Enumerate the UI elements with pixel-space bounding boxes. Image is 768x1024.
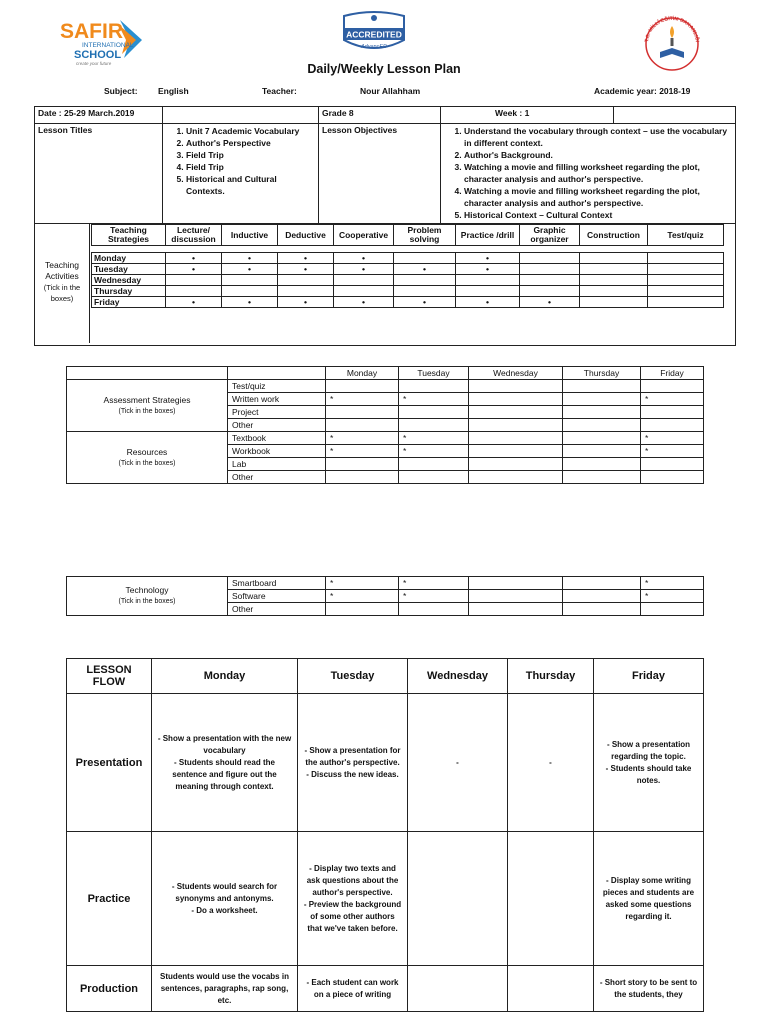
flow-cell: - Show a presentation for the author's perspective. - Discuss the new ideas.	[298, 694, 408, 832]
lesson-titles-label: Lesson Titles	[35, 124, 163, 224]
tick-cell[interactable]	[469, 577, 563, 590]
strategies-label: Teaching Strategies	[92, 225, 166, 246]
tick-cell[interactable]: •	[222, 297, 278, 308]
tick-cell[interactable]	[399, 380, 469, 393]
activities-label: Teaching Activities	[44, 260, 80, 282]
tick-cell[interactable]: •	[394, 264, 456, 275]
tick-cell[interactable]	[456, 275, 520, 286]
tick-cell[interactable]: •	[278, 253, 334, 264]
tick-cell[interactable]	[648, 253, 724, 264]
lesson-titles-cell	[163, 124, 319, 224]
row-label: Test/quiz	[228, 380, 326, 393]
lesson-objectives-list	[444, 125, 732, 221]
tick-cell[interactable]	[394, 275, 456, 286]
lesson-objectives-cell	[441, 124, 736, 224]
tick-cell[interactable]	[222, 275, 278, 286]
flow-cell: - Show a presentation with the new vocabulary - Students should read the sentence and figure out the meaning through context.	[152, 694, 298, 832]
objective-item: 5. Historical Context – Cultural Context	[464, 209, 732, 221]
strategy-row-wednesday	[92, 275, 724, 286]
document-title: Daily/Weekly Lesson Plan	[307, 62, 461, 76]
tick-cell[interactable]: *	[326, 445, 399, 458]
tick-cell[interactable]: •	[222, 264, 278, 275]
row-label: Other	[228, 603, 326, 616]
tick-cell[interactable]: *	[326, 432, 399, 445]
day-header: Friday	[641, 367, 704, 380]
flow-row-label: Presentation	[67, 694, 152, 832]
lesson-title-item: 2. Author's Perspective	[186, 137, 315, 149]
tick-cell[interactable]	[580, 297, 648, 308]
tick-cell[interactable]	[641, 380, 704, 393]
strategy-header: Graphic organizer	[520, 225, 580, 246]
tick-cell[interactable]	[469, 458, 563, 471]
tick-cell[interactable]: •	[166, 297, 222, 308]
tick-cell[interactable]	[399, 458, 469, 471]
tick-cell[interactable]	[580, 264, 648, 275]
row-label: Textbook	[228, 432, 326, 445]
tick-cell[interactable]	[469, 406, 563, 419]
flow-cell	[508, 966, 594, 1012]
tick-cell[interactable]	[399, 406, 469, 419]
flow-cell	[508, 832, 594, 966]
flow-cell: - Each student can work on a piece of writing	[298, 966, 408, 1012]
tick-cell[interactable]	[334, 286, 394, 297]
tick-cell[interactable]: •	[394, 297, 456, 308]
tick-cell[interactable]	[563, 393, 641, 406]
flow-day-header: Friday	[594, 659, 704, 694]
lesson-title-item: 5. Historical and Cultural Contexts.	[186, 173, 315, 197]
tick-cell[interactable]: •	[222, 253, 278, 264]
tick-cell[interactable]	[222, 286, 278, 297]
row-label: Project	[228, 406, 326, 419]
logo-safir-sub2: SCHOOL	[74, 49, 122, 61]
tick-cell[interactable]: *	[399, 577, 469, 590]
lesson-objectives-label: Lesson Objectives	[319, 124, 441, 224]
tick-cell[interactable]	[399, 603, 469, 616]
objective-item: 4. Watching a movie and filling worksheet regarding the plot, character analysis and author's perspective.	[464, 185, 732, 209]
tick-cell[interactable]	[469, 419, 563, 432]
flow-day-header: Monday	[152, 659, 298, 694]
row-label: Other	[228, 419, 326, 432]
tick-cell[interactable]	[520, 275, 580, 286]
category-label: Technology	[125, 585, 169, 595]
strategy-row-tuesday	[92, 264, 724, 275]
tick-cell[interactable]: *	[326, 590, 399, 603]
date-cell: Date : 25-29 March.2019	[35, 107, 163, 124]
technology-label	[67, 577, 228, 616]
lesson-titles-list	[166, 125, 315, 197]
row-label: Other	[228, 471, 326, 484]
tick-cell[interactable]	[469, 393, 563, 406]
strategy-row-monday	[92, 253, 724, 264]
logo-accredited-text: ACCREDITED	[346, 29, 402, 40]
row-label: Written work	[228, 393, 326, 406]
day-label: Friday	[92, 297, 166, 308]
logo-safir-sub1: INTERNATIONAL	[82, 42, 134, 49]
flow-row-label: Production	[67, 966, 152, 1012]
empty-cell	[163, 107, 319, 124]
tick-cell[interactable]	[278, 275, 334, 286]
tick-cell[interactable]	[580, 275, 648, 286]
tick-cell[interactable]	[563, 577, 641, 590]
tick-cell[interactable]: *	[641, 577, 704, 590]
flow-day-header: Thursday	[508, 659, 594, 694]
day-header: Thursday	[563, 367, 641, 380]
tick-cell[interactable]	[469, 380, 563, 393]
tick-cell[interactable]: *	[641, 445, 704, 458]
strategy-row-thursday	[92, 286, 724, 297]
tick-cell[interactable]: •	[166, 264, 222, 275]
strategy-header: Construction	[580, 225, 648, 246]
day-header: Wednesday	[469, 367, 563, 380]
tick-cell[interactable]	[580, 253, 648, 264]
tick-cell[interactable]: •	[166, 253, 222, 264]
flow-row-label: Practice	[67, 832, 152, 966]
flow-cell: -	[408, 694, 508, 832]
tick-cell[interactable]: *	[641, 393, 704, 406]
resources-label	[67, 432, 228, 484]
strategy-header: Practice /drill	[456, 225, 520, 246]
objective-item: 1. Understand the vocabulary through context – use the vocabulary in different context.	[464, 125, 732, 149]
tick-cell[interactable]	[326, 603, 399, 616]
tick-cell[interactable]	[326, 419, 399, 432]
row-label: Smartboard	[228, 577, 326, 590]
tick-cell[interactable]	[166, 275, 222, 286]
tick-cell[interactable]	[278, 286, 334, 297]
tick-cell[interactable]: •	[334, 253, 394, 264]
assessment-strategies-label	[67, 380, 228, 432]
tick-cell[interactable]	[326, 380, 399, 393]
strategy-header: Problem solving	[394, 225, 456, 246]
teacher-value: Nour Allahham	[360, 86, 421, 96]
tick-cell[interactable]: *	[399, 445, 469, 458]
day-label: Thursday	[92, 286, 166, 297]
tick-cell[interactable]	[563, 380, 641, 393]
tick-cell[interactable]: *	[399, 590, 469, 603]
tick-cell[interactable]	[641, 603, 704, 616]
accredited-badge-logo	[338, 10, 410, 58]
flow-day-header: Wednesday	[408, 659, 508, 694]
technology-table	[66, 576, 704, 616]
tick-cell[interactable]	[394, 286, 456, 297]
tick-cell[interactable]	[641, 458, 704, 471]
flow-day-header: Tuesday	[298, 659, 408, 694]
tick-cell[interactable]: *	[326, 393, 399, 406]
logo-safir-text: SAFIR	[60, 20, 123, 43]
flow-cell	[408, 832, 508, 966]
tick-cell[interactable]	[563, 432, 641, 445]
tick-cell[interactable]	[563, 458, 641, 471]
academic-year: Academic year: 2018-19	[594, 86, 691, 96]
flow-cell: - Display some writing pieces and students are asked some questions regarding it.	[594, 832, 704, 966]
activities-note: (Tick in the boxes)	[43, 283, 81, 304]
tick-cell[interactable]	[563, 471, 641, 484]
flow-cell: - Short story to be sent to the students, they	[594, 966, 704, 1012]
tick-cell[interactable]	[166, 286, 222, 297]
flow-cell: - Show a presentation regarding the topic. - Students should take notes.	[594, 694, 704, 832]
tick-cell[interactable]	[469, 445, 563, 458]
tick-cell[interactable]: •	[278, 297, 334, 308]
strategy-header: Deductive	[278, 225, 334, 246]
activities-label-box	[35, 224, 90, 343]
lesson-title-item: 4. Field Trip	[186, 161, 315, 173]
category-note: (Tick in the boxes)	[118, 598, 176, 605]
tick-cell[interactable]	[394, 253, 456, 264]
strategy-header: Lecture/ discussion	[166, 225, 222, 246]
teaching-activities-cell	[35, 224, 736, 346]
lesson-plan-table	[34, 106, 736, 346]
lesson-title-item: 3. Field Trip	[186, 149, 315, 161]
week-cell: Week : 1	[441, 107, 614, 124]
tick-cell[interactable]	[563, 419, 641, 432]
tick-cell[interactable]: •	[334, 264, 394, 275]
lesson-title-item: 1. Unit 7 Academic Vocabulary	[186, 125, 315, 137]
strategy-header: Test/quiz	[648, 225, 724, 246]
logo-safir-tag: create your future	[76, 61, 112, 66]
tick-cell[interactable]	[469, 603, 563, 616]
tick-cell[interactable]	[326, 471, 399, 484]
lesson-flow-table	[66, 658, 704, 1012]
tick-cell[interactable]	[469, 471, 563, 484]
tick-cell[interactable]: •	[334, 297, 394, 308]
day-label: Monday	[92, 253, 166, 264]
tick-cell[interactable]	[648, 286, 724, 297]
tick-cell[interactable]: *	[326, 577, 399, 590]
tick-cell[interactable]	[641, 419, 704, 432]
tick-cell[interactable]	[648, 297, 724, 308]
category-note: (Tick in the boxes)	[118, 459, 176, 467]
tick-cell[interactable]	[399, 419, 469, 432]
tick-cell[interactable]: *	[399, 432, 469, 445]
objective-item: 2. Author's Background.	[464, 149, 732, 161]
tick-cell[interactable]	[456, 286, 520, 297]
flow-cell	[408, 966, 508, 1012]
category-note: (Tick in the boxes)	[118, 407, 176, 415]
tick-cell[interactable]	[326, 458, 399, 471]
tick-cell[interactable]	[399, 471, 469, 484]
tick-cell[interactable]: •	[456, 297, 520, 308]
tick-cell[interactable]	[563, 603, 641, 616]
safir-school-logo	[58, 14, 153, 66]
flow-cell: -	[508, 694, 594, 832]
tick-cell[interactable]: *	[399, 393, 469, 406]
tick-cell[interactable]: •	[456, 253, 520, 264]
teaching-strategies-grid	[91, 224, 724, 308]
tick-cell[interactable]	[563, 445, 641, 458]
strategy-row-friday	[92, 297, 724, 308]
day-header: Monday	[326, 367, 399, 380]
category-label: Assessment Strategies	[103, 394, 191, 405]
strategy-header: Inductive	[222, 225, 278, 246]
flow-cell: Students would use the vocabs in sentences, paragraphs, rap song, etc.	[152, 966, 298, 1012]
row-label: Software	[228, 590, 326, 603]
day-header: Tuesday	[399, 367, 469, 380]
tick-cell[interactable]	[648, 275, 724, 286]
tick-cell[interactable]	[520, 286, 580, 297]
subject-label: Subject:	[104, 86, 138, 96]
tick-cell[interactable]: *	[641, 432, 704, 445]
tick-cell[interactable]	[641, 406, 704, 419]
category-label: Resources	[126, 446, 168, 457]
flow-cell: - Display two texts and ask questions about the author's perspective. - Preview the background of some other authors that we've taken before.	[298, 832, 408, 966]
tick-cell[interactable]	[520, 253, 580, 264]
day-label: Wednesday	[92, 275, 166, 286]
tick-cell[interactable]	[469, 590, 563, 603]
tick-cell[interactable]	[469, 432, 563, 445]
lesson-flow-corner: LESSON FLOW	[67, 659, 152, 694]
day-label: Tuesday	[92, 264, 166, 275]
tick-cell[interactable]: •	[278, 264, 334, 275]
row-label: Lab	[228, 458, 326, 471]
empty-cell	[67, 367, 228, 380]
logo-accredited-sub: AdvancED	[361, 44, 387, 50]
assessment-resources-table	[66, 366, 704, 484]
tick-cell[interactable]: •	[456, 264, 520, 275]
grade-cell: Grade 8	[319, 107, 441, 124]
row-label: Workbook	[228, 445, 326, 458]
tick-cell[interactable]	[648, 264, 724, 275]
tick-cell[interactable]	[641, 471, 704, 484]
empty-cell	[228, 367, 326, 380]
subject-value: English	[158, 86, 189, 96]
flow-cell: - Students would search for synonyms and antonyms. - Do a worksheet.	[152, 832, 298, 966]
objective-item: 3. Watching a movie and filling worksheet regarding the plot, character analysis and author's perspective.	[464, 161, 732, 185]
tick-cell[interactable]	[563, 590, 641, 603]
tick-cell[interactable]	[326, 406, 399, 419]
tick-cell[interactable]: •	[520, 297, 580, 308]
tick-cell[interactable]	[520, 264, 580, 275]
tick-cell[interactable]	[563, 406, 641, 419]
teacher-label: Teacher:	[262, 86, 297, 96]
logo-ministry-text: T.C. MİLLÎ EĞİTİM BAKANLIĞI	[644, 15, 700, 43]
tick-cell[interactable]	[580, 286, 648, 297]
strategy-header: Cooperative	[334, 225, 394, 246]
empty-cell	[614, 107, 736, 124]
tick-cell[interactable]: *	[641, 590, 704, 603]
tick-cell[interactable]	[334, 275, 394, 286]
